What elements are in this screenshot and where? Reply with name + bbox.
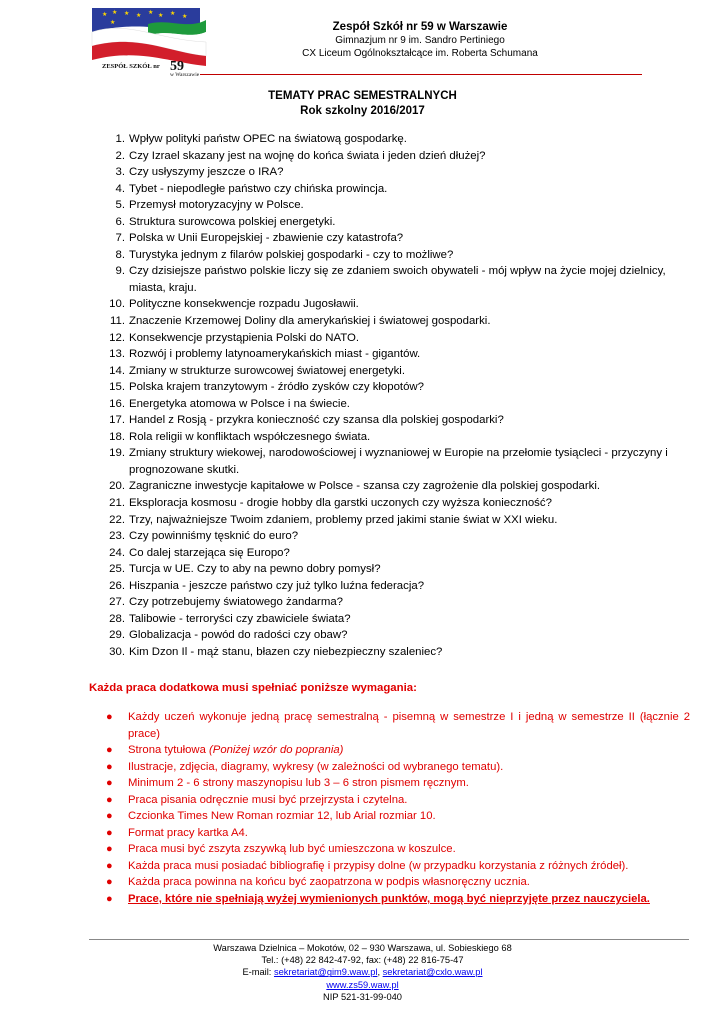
topic-item <box>103 495 693 512</box>
topic-item <box>103 396 693 413</box>
bullet-icon: ● <box>106 793 113 806</box>
bullet-icon: ● <box>106 777 113 790</box>
topic-text: Przemysł motoryzacyjny w Polsce. <box>129 199 304 212</box>
requirement-text: Prace, które nie spełniają wyżej wymienionych punktów, mogą być nieprzyjęte przez nauczyciela. <box>128 893 650 906</box>
topic-number: 3. <box>115 166 125 179</box>
topic-item <box>103 346 693 363</box>
topic-item <box>103 528 693 545</box>
school-header <box>210 20 630 60</box>
bullet-icon: ● <box>106 810 113 823</box>
topic-item <box>103 330 693 347</box>
topic-text: Czy Izrael skazany jest na wojnę do końca świata i jeden dzień dłużej? <box>129 149 486 162</box>
topic-item <box>103 594 693 611</box>
topic-number: 9. <box>115 265 125 278</box>
svg-text:★: ★ <box>102 11 108 18</box>
bullet-icon: ● <box>106 760 113 773</box>
topic-item <box>103 578 693 595</box>
topic-number: 16. <box>109 397 125 410</box>
topic-text: Wpływ polityki państw OPEC na światową gospodarkę. <box>129 133 407 145</box>
requirement-text: Strona tytułowa <box>128 744 210 757</box>
requirement-text: Minimum 2 - 6 strony maszynopisu lub 3 – 6 stron pismem ręcznym. <box>128 777 469 790</box>
requirement-text: Praca pisania odręcznie musi być przejrzysta i czytelna. <box>128 793 408 806</box>
topic-item <box>103 131 693 148</box>
requirement-text: Praca musi być zszyta zszywką lub być umieszczona w koszulce. <box>128 843 456 856</box>
svg-text:★: ★ <box>170 10 176 17</box>
topic-number: 12. <box>109 331 125 344</box>
requirement-item <box>105 891 690 908</box>
title-line-1: TEMATY PRAC SEMESTRALNYCH <box>268 90 457 102</box>
topic-item <box>103 545 693 562</box>
bullet-icon: ● <box>106 893 113 906</box>
topic-number: 11. <box>110 315 125 328</box>
topic-text: Zmiany w strukturze surowcowej światowej energetyki. <box>129 364 406 377</box>
topic-text: Kim Dzon Il - mąż stanu, błazen czy niebezpieczny szaleniec? <box>129 645 443 658</box>
footer <box>0 942 725 1003</box>
topic-text: Turcja w UE. Czy to aby na pewno dobry pomysł? <box>129 563 381 576</box>
topic-item <box>103 512 693 529</box>
topic-text: Co dalej starzejąca się Europo? <box>129 546 290 559</box>
topic-number: 21. <box>109 497 125 510</box>
requirement-text: Ilustracje, zdjęcia, diagramy, wykresy (w zależności od wybranego tematu). <box>128 760 504 773</box>
topic-number: 20. <box>109 480 125 493</box>
topic-item <box>103 148 693 165</box>
topic-number: 29. <box>109 629 125 642</box>
footer-nip: NIP 521-31-99-040 <box>323 991 402 1002</box>
title-line-2: Rok szkolny 2016/2017 <box>300 105 425 117</box>
topic-text: Czy powinniśmy tęsknić do euro? <box>129 530 299 543</box>
topic-item <box>103 379 693 396</box>
topic-item <box>103 429 693 446</box>
topic-text: Handel z Rosją - przykra konieczność czy szansa dla polskiej gospodarki? <box>129 414 504 427</box>
topic-text: Polska krajem tranzytowym - źródło zysków czy kłopotów? <box>129 381 424 394</box>
requirement-item <box>105 742 690 759</box>
topic-text: Czy dzisiejsze państwo polskie liczy się ze zdaniem swoich obywateli - mój wpływ na życie mojej dzielnicy, miasta, kraju. <box>129 265 666 294</box>
topic-text: Energetyka atomowa w Polsce i na świecie. <box>129 397 350 410</box>
school-logo <box>88 6 208 78</box>
topic-item <box>103 363 693 380</box>
topic-text: Znaczenie Krzemowej Doliny dla amerykańskiej i światowej gospodarki. <box>129 315 491 328</box>
svg-text:★: ★ <box>182 13 188 20</box>
topic-number: 13. <box>109 348 125 361</box>
requirement-note: (Poniżej wzór do poprania) <box>209 744 344 757</box>
requirement-item <box>105 874 690 891</box>
topic-item <box>103 247 693 264</box>
svg-text:59: 59 <box>170 59 184 74</box>
school-subtitle-liceum: CX Liceum Ogólnokształcące im. Roberta Schumana <box>302 48 538 59</box>
topic-number: 24. <box>109 546 125 559</box>
topic-text: Globalizacja - powód do radości czy obaw? <box>129 629 348 642</box>
email-link-cxlo[interactable]: sekretariat@cxlo.waw.pl <box>382 967 483 978</box>
requirement-item <box>105 858 690 875</box>
requirement-item <box>105 841 690 858</box>
requirement-text: Każdy uczeń wykonuje jedną pracę semestralną - pisemną w semestrze I i jedną w semestrze II (łącznie 2 prace) <box>128 711 690 740</box>
topic-number: 18. <box>109 430 125 443</box>
topic-number: 8. <box>115 248 125 261</box>
topic-number: 7. <box>115 232 125 245</box>
svg-text:★: ★ <box>136 12 142 19</box>
topic-number: 14. <box>109 364 125 377</box>
topic-item <box>103 214 693 231</box>
topic-text: Czy potrzebujemy światowego żandarma? <box>129 596 343 609</box>
topic-text: Struktura surowcowa polskiej energetyki. <box>129 215 336 228</box>
topic-item <box>103 561 693 578</box>
topic-item <box>103 313 693 330</box>
topic-number: 5. <box>115 199 125 212</box>
svg-text:w Warszawie: w Warszawie <box>170 72 200 78</box>
topic-number: 23. <box>109 530 125 543</box>
svg-text:★: ★ <box>158 12 164 19</box>
topic-item <box>103 627 693 644</box>
topic-item <box>103 445 693 478</box>
topic-number: 1. <box>115 133 125 145</box>
topic-item <box>103 296 693 313</box>
topic-text: Turystyka jednym z filarów polskiej gospodarki - czy to możliwe? <box>129 248 454 261</box>
requirement-item <box>105 775 690 792</box>
topic-text: Hiszpania - jeszcze państwo czy już tylko luźna federacja? <box>129 579 425 592</box>
topic-text: Konsekwencje przystąpienia Polski do NATO. <box>129 331 360 344</box>
bullet-icon: ● <box>106 843 113 856</box>
topic-item <box>103 412 693 429</box>
requirements-heading: Każda praca dodatkowa musi spełniać poniższe wymagania: <box>89 682 417 694</box>
bullet-icon: ● <box>106 876 113 889</box>
topic-number: 4. <box>115 182 125 195</box>
requirement-item <box>105 825 690 842</box>
topic-text: Rola religii w konfliktach współczesnego świata. <box>129 430 371 443</box>
bullet-icon: ● <box>106 744 113 757</box>
topic-text: Trzy, najważniejsze Twoim zdaniem, problemy przed jakimi stanie świat w XXI wieku. <box>129 513 558 526</box>
topic-text: Tybet - niepodległe państwo czy chińska prowincja. <box>129 182 388 195</box>
topic-text: Czy usłyszymy jeszcze o IRA? <box>129 166 284 179</box>
topic-item <box>103 611 693 628</box>
topic-number: 28. <box>109 612 125 625</box>
topic-text: Polityczne konsekwencje rozpadu Jugosławii. <box>129 298 359 311</box>
requirement-text: Format pracy kartka A4. <box>128 826 248 839</box>
bullet-icon: ● <box>106 859 113 872</box>
footer-email-label: E-mail: <box>242 967 274 978</box>
topic-item <box>103 478 693 495</box>
footer-divider <box>89 939 689 940</box>
requirement-text: Każda praca musi posiadać bibliografię i przypisy dolne (w przypadku korzystania z różnych źródeł). <box>128 859 629 872</box>
requirement-item <box>105 759 690 776</box>
footer-phone: Tel.: (+48) 22 842-47-92, fax: (+48) 22 816-75-47 <box>261 955 464 966</box>
topics-list <box>103 131 693 661</box>
bullet-icon: ● <box>106 711 113 723</box>
topic-text: Zagraniczne inwestycje kapitałowe w Polsce - szansa czy zagrożenie dla polskiej gospodarki. <box>129 480 601 493</box>
topic-text: Rozwój i problemy latynoamerykańskich miast - gigantów. <box>129 348 421 361</box>
svg-text:★: ★ <box>148 9 154 16</box>
topic-item <box>103 263 693 296</box>
requirement-item <box>105 808 690 825</box>
topic-text: Polska w Unii Europejskiej - zbawienie czy katastrofa? <box>129 232 404 245</box>
requirement-item <box>105 709 690 742</box>
topic-number: 2. <box>115 149 125 162</box>
requirements-list <box>105 709 690 908</box>
svg-text:★: ★ <box>110 19 116 26</box>
svg-text:★: ★ <box>124 10 130 17</box>
topic-number: 22. <box>109 513 125 526</box>
topic-item <box>103 197 693 214</box>
footer-website-line <box>0 979 725 991</box>
topic-item <box>103 230 693 247</box>
topic-number: 26. <box>109 579 125 592</box>
requirement-text: Czcionka Times New Roman rozmiar 12, lub Arial rozmiar 10. <box>128 810 436 823</box>
topic-text: Eksploracja kosmosu - drogie hobby dla garstki uczonych czy wyższa konieczność? <box>129 497 552 510</box>
bullet-icon: ● <box>106 826 113 839</box>
topic-number: 30. <box>109 645 125 658</box>
topic-item <box>103 181 693 198</box>
website-link[interactable]: www.zs59.waw.pl <box>326 979 399 990</box>
document-title <box>0 89 725 119</box>
requirement-item <box>105 792 690 809</box>
email-link-gim9[interactable]: sekretariat@gim9.waw.pl <box>273 967 378 978</box>
topic-number: 10. <box>109 298 125 311</box>
topic-item <box>103 164 693 181</box>
topic-number: 25. <box>109 563 125 576</box>
svg-text:★: ★ <box>112 9 118 16</box>
requirement-text: Każda praca powinna na końcu być zaopatrzona w podpis własnoręczny ucznia. <box>128 876 530 889</box>
school-subtitle-gimnazjum: Gimnazjum nr 9 im. Sandro Pertiniego <box>335 35 505 46</box>
topic-text: Talibowie - terroryści czy zbawiciele świata? <box>129 612 351 625</box>
footer-email-separator: , <box>377 967 383 978</box>
topic-text: Zmiany struktury wiekowej, narodowościowej i wyznaniowej w Europie na przełomie tysiącleci - przyczyny i prognozowane skutki. <box>129 447 668 476</box>
topic-number: 19. <box>109 447 125 460</box>
header-divider <box>200 74 642 75</box>
school-name: Zespół Szkół nr 59 w Warszawie <box>332 21 508 33</box>
topic-number: 17. <box>109 414 125 427</box>
topic-number: 15. <box>109 381 125 394</box>
topic-item <box>103 644 693 661</box>
topic-number: 27. <box>109 596 125 609</box>
topic-number: 6. <box>115 215 125 228</box>
footer-email-line <box>0 966 725 978</box>
svg-text:ZESPÓŁ SZKÓŁ nr: ZESPÓŁ SZKÓŁ nr <box>102 63 160 70</box>
footer-address: Warszawa Dzielnica – Mokotów, 02 – 930 Warszawa, ul. Sobieskiego 68 <box>213 943 512 953</box>
